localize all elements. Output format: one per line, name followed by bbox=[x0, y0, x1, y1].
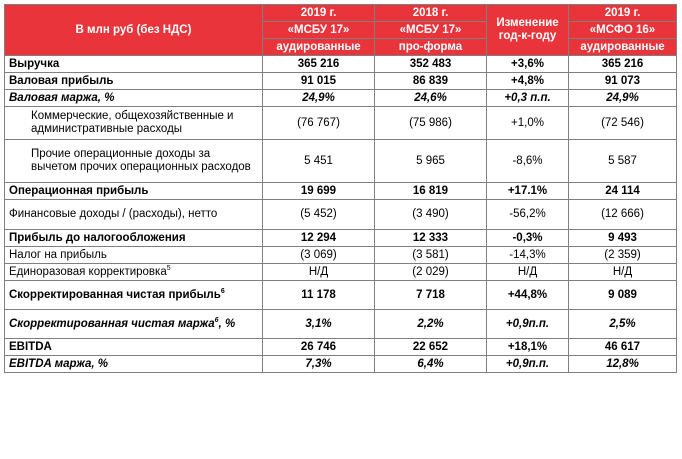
row-value-col1: 365 216 bbox=[263, 56, 375, 73]
row-value-col2: 24,6% bbox=[375, 90, 487, 107]
row-value-col3: +3,6% bbox=[487, 56, 569, 73]
row-value-col3: +0,9п.п. bbox=[487, 356, 569, 373]
row-value-col1: (76 767) bbox=[263, 107, 375, 140]
row-value-col3: +44,8% bbox=[487, 281, 569, 310]
row-value-col1: 3,1% bbox=[263, 310, 375, 339]
row-value-col3: Н/Д bbox=[487, 264, 569, 281]
table-row bbox=[5, 356, 677, 373]
table-row bbox=[5, 230, 677, 247]
row-value-col4: 2,5% bbox=[569, 310, 677, 339]
row-label bbox=[5, 281, 263, 310]
row-value-col1: (5 452) bbox=[263, 200, 375, 230]
row-label-text: Выручка bbox=[9, 57, 60, 70]
row-label-text: Налог на прибыль bbox=[9, 248, 107, 261]
financial-table-container bbox=[4, 4, 677, 373]
row-value-col3: -0,3% bbox=[487, 230, 569, 247]
row-value-col2: 352 483 bbox=[375, 56, 487, 73]
row-value-col2: (3 490) bbox=[375, 200, 487, 230]
row-value-col2: 7 718 bbox=[375, 281, 487, 310]
row-label-text: Скорректированная чистая прибыль bbox=[9, 288, 221, 301]
table-row bbox=[5, 281, 677, 310]
row-value-col4: 9 493 bbox=[569, 230, 677, 247]
table-row bbox=[5, 247, 677, 264]
row-value-col1: 19 699 bbox=[263, 183, 375, 200]
row-value-col1: 7,3% bbox=[263, 356, 375, 373]
row-label bbox=[5, 90, 263, 107]
row-value-col1: 5 451 bbox=[263, 140, 375, 183]
row-value-col4: (2 359) bbox=[569, 247, 677, 264]
row-value-col4: Н/Д bbox=[569, 264, 677, 281]
table-row bbox=[5, 339, 677, 356]
row-label bbox=[5, 183, 263, 200]
row-value-col2: 5 965 bbox=[375, 140, 487, 183]
row-value-col4: 24 114 bbox=[569, 183, 677, 200]
row-value-col4: 24,9% bbox=[569, 90, 677, 107]
header-col4-status: аудированные bbox=[569, 39, 677, 56]
row-label bbox=[5, 356, 263, 373]
row-value-col2: 22 652 bbox=[375, 339, 487, 356]
row-value-col4: 12,8% bbox=[569, 356, 677, 373]
row-label bbox=[5, 56, 263, 73]
row-label-suffix: , % bbox=[218, 317, 236, 330]
row-label bbox=[5, 264, 263, 281]
row-label-text: Валовая прибыль bbox=[9, 74, 114, 87]
footnote-marker: 6 bbox=[214, 316, 219, 324]
row-value-col1: 24,9% bbox=[263, 90, 375, 107]
row-value-col3: -8,6% bbox=[487, 140, 569, 183]
row-label bbox=[5, 230, 263, 247]
row-label bbox=[5, 140, 263, 183]
row-label-text: EBITDA маржа, % bbox=[9, 357, 108, 370]
footnote-marker: 6 bbox=[220, 287, 225, 295]
row-value-col1: 11 178 bbox=[263, 281, 375, 310]
table-header bbox=[5, 5, 677, 56]
row-label-text: Финансовые доходы / (расходы), нетто bbox=[9, 208, 218, 220]
row-label-text: Валовая маржа, % bbox=[9, 91, 115, 104]
header-col4-year: 2019 г. bbox=[569, 5, 677, 22]
row-value-col2: (75 986) bbox=[375, 107, 487, 140]
row-label bbox=[5, 200, 263, 230]
row-label-text: Скорректированная чистая маржа bbox=[9, 317, 215, 330]
table-row bbox=[5, 140, 677, 183]
row-value-col4: 91 073 bbox=[569, 73, 677, 90]
row-value-col2: 2,2% bbox=[375, 310, 487, 339]
row-label bbox=[5, 339, 263, 356]
table-row bbox=[5, 310, 677, 339]
row-label bbox=[5, 247, 263, 264]
row-value-col1: 91 015 bbox=[263, 73, 375, 90]
row-label-text: Операционная прибыль bbox=[9, 184, 149, 197]
row-value-col1: 12 294 bbox=[263, 230, 375, 247]
row-value-col3: +17.1% bbox=[487, 183, 569, 200]
row-value-col4: 5 587 bbox=[569, 140, 677, 183]
row-value-col3: +1,0% bbox=[487, 107, 569, 140]
row-value-col2: 6,4% bbox=[375, 356, 487, 373]
header-col3-change bbox=[487, 5, 569, 56]
row-value-col1: (3 069) bbox=[263, 247, 375, 264]
header-col3-line1: Изменение bbox=[496, 17, 559, 29]
row-value-col1: Н/Д bbox=[263, 264, 375, 281]
footnote-marker: 5 bbox=[166, 264, 171, 272]
header-col1-year: 2019 г. bbox=[263, 5, 375, 22]
row-value-col2: (3 581) bbox=[375, 247, 487, 264]
header-col1-standard: «МСБУ 17» bbox=[263, 22, 375, 39]
table-row bbox=[5, 56, 677, 73]
table-row bbox=[5, 264, 677, 281]
row-value-col4: 365 216 bbox=[569, 56, 677, 73]
table-body bbox=[5, 56, 677, 373]
row-label bbox=[5, 73, 263, 90]
row-value-col4: 46 617 bbox=[569, 339, 677, 356]
row-value-col3: -56,2% bbox=[487, 200, 569, 230]
row-value-col3: +0,3 п.п. bbox=[487, 90, 569, 107]
row-label bbox=[5, 310, 263, 339]
table-row bbox=[5, 73, 677, 90]
row-value-col4: 9 089 bbox=[569, 281, 677, 310]
row-value-col4: (12 666) bbox=[569, 200, 677, 230]
row-value-col2: 86 839 bbox=[375, 73, 487, 90]
header-col3-line2: год-к-году bbox=[498, 30, 557, 42]
row-value-col3: +4,8% bbox=[487, 73, 569, 90]
header-col2-status: про-форма bbox=[375, 39, 487, 56]
row-value-col4: (72 546) bbox=[569, 107, 677, 140]
row-value-col2: 12 333 bbox=[375, 230, 487, 247]
row-value-col3: +18,1% bbox=[487, 339, 569, 356]
row-value-col3: +0,9п.п. bbox=[487, 310, 569, 339]
header-col2-standard: «МСБУ 17» bbox=[375, 22, 487, 39]
row-value-col2: (2 029) bbox=[375, 264, 487, 281]
header-col1-status: аудированные bbox=[263, 39, 375, 56]
row-value-col1: 26 746 bbox=[263, 339, 375, 356]
table-row bbox=[5, 90, 677, 107]
row-label-text: Коммерческие, общехозяйственные и административные расходы bbox=[31, 110, 234, 135]
row-value-col2: 16 819 bbox=[375, 183, 487, 200]
row-label-text: Прибыль до налогообложения bbox=[9, 231, 186, 244]
header-col4-standard: «МСФО 16» bbox=[569, 22, 677, 39]
row-label-text: Единоразовая корректировка bbox=[9, 265, 167, 278]
table-row bbox=[5, 183, 677, 200]
header-units-label: В млн руб (без НДС) bbox=[5, 5, 263, 56]
table-row bbox=[5, 107, 677, 140]
row-label-text: EBITDA bbox=[9, 340, 52, 353]
financial-results-table bbox=[4, 4, 677, 373]
table-row bbox=[5, 200, 677, 230]
header-col2-year: 2018 г. bbox=[375, 5, 487, 22]
row-label-text: Прочие операционные доходы за вычетом прочих операционных расходов bbox=[31, 148, 251, 173]
row-label bbox=[5, 107, 263, 140]
row-value-col3: -14,3% bbox=[487, 247, 569, 264]
